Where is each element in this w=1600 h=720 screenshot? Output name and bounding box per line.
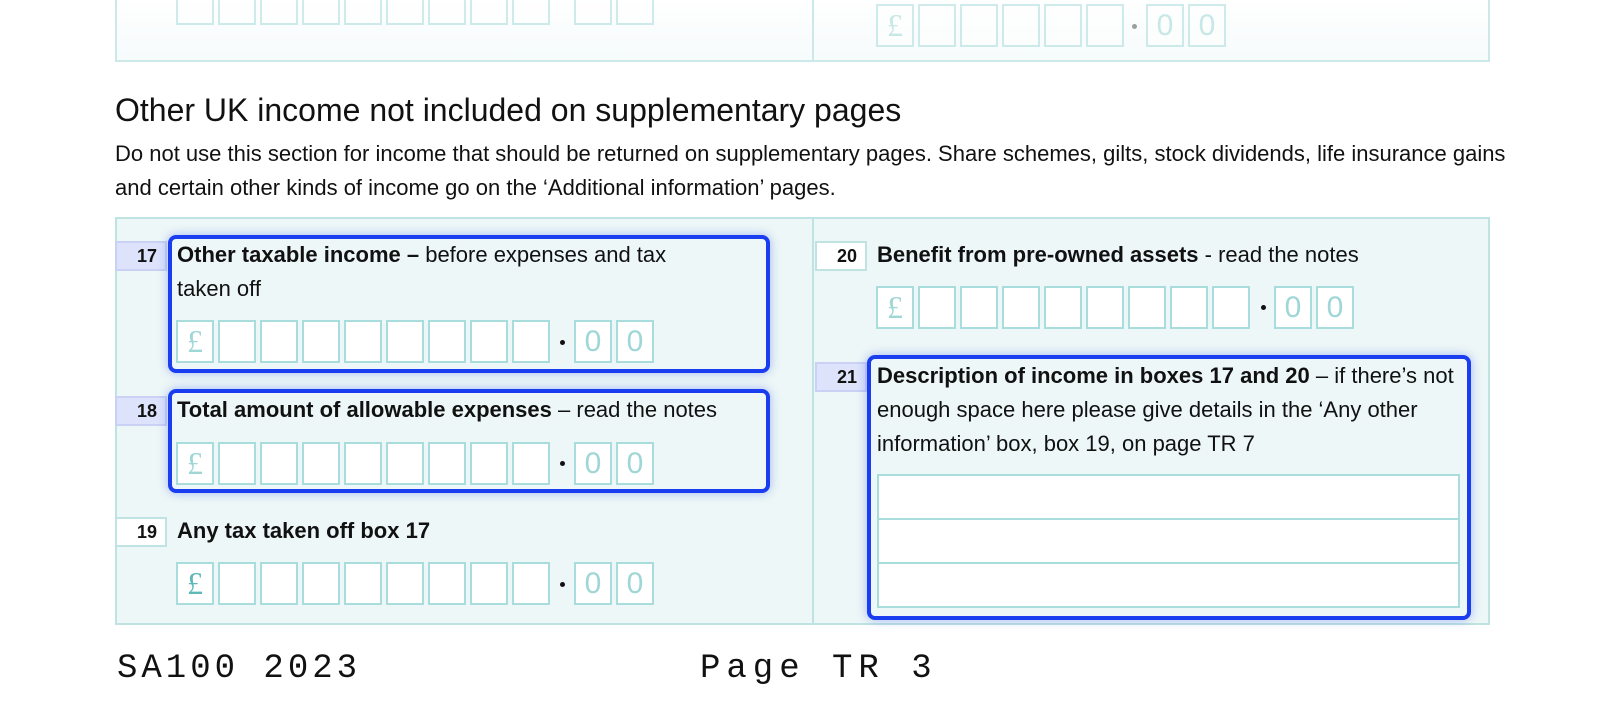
box-number-18: 18 [115, 396, 167, 426]
box-number-21: 21 [815, 362, 867, 392]
prev-right-pence-cell: 0 [1146, 4, 1184, 47]
prev-left-digit-cell[interactable] [386, 0, 424, 25]
prev-left-currency-cell[interactable] [176, 0, 214, 25]
prev-right-currency-cell: £ [876, 4, 914, 47]
box-19-label [177, 514, 430, 548]
prev-left-pence-cell[interactable] [616, 0, 654, 25]
prev-left-digit-cell[interactable] [470, 0, 508, 25]
box-19-digit-cell[interactable] [470, 562, 508, 605]
box-19-digit-cell[interactable] [302, 562, 340, 605]
box-19-digit-cell[interactable] [344, 562, 382, 605]
box-19-digit-cell[interactable] [260, 562, 298, 605]
prev-right-pence-cell: 0 [1188, 4, 1226, 47]
prev-left-digit-cell[interactable] [218, 0, 256, 25]
box-17-label-rest: before expenses and tax taken off [177, 242, 667, 301]
box-17-pence-cell: 0 [616, 320, 654, 363]
prev-right-digit-cell[interactable] [1002, 4, 1040, 47]
box-19-currency-cell: £ [176, 562, 214, 605]
box-18-pence-cell: 0 [574, 442, 612, 485]
prev-left-pence-cell[interactable] [574, 0, 612, 25]
box-18-decimal-point [560, 461, 565, 466]
box-18-digit-cell[interactable] [512, 442, 550, 485]
box-19-decimal-point [560, 582, 565, 587]
prev-right-digit-cell[interactable] [918, 4, 956, 47]
box-21-label [877, 359, 1462, 461]
box-17-label [177, 238, 697, 306]
box-20-label-bold: Benefit from pre-owned assets [877, 242, 1199, 267]
box-17-currency-cell: £ [176, 320, 214, 363]
box-20-decimal-point [1261, 305, 1266, 310]
box-21-description-line-1[interactable] [877, 474, 1460, 520]
prev-left-digit-cell[interactable] [260, 0, 298, 25]
box-number-19: 19 [115, 517, 167, 547]
box-17-digit-cell[interactable] [344, 320, 382, 363]
box-21-label-bold: Description of income in boxes 17 and 20 [877, 363, 1310, 388]
box-17-digit-cell[interactable] [260, 320, 298, 363]
box-17-digit-cell[interactable] [470, 320, 508, 363]
box-18-pence-cell: 0 [616, 442, 654, 485]
box-17-digit-cell[interactable] [218, 320, 256, 363]
box-18-label-rest: – read the notes [551, 397, 718, 422]
box-20-digit-cell[interactable] [1086, 286, 1124, 329]
box-21-description-line-2[interactable] [877, 518, 1460, 564]
box-17-digit-cell[interactable] [386, 320, 424, 363]
box-17-digit-cell[interactable] [512, 320, 550, 363]
form-identifier: SA100 2023 [117, 650, 362, 688]
prev-left-digit-cell[interactable] [302, 0, 340, 25]
box-20-digit-cell[interactable] [1044, 286, 1082, 329]
box-20-label-rest: - read the notes [1198, 242, 1359, 267]
box-18-digit-cell[interactable] [260, 442, 298, 485]
box-20-digit-cell[interactable] [960, 286, 998, 329]
box-18-digit-cell[interactable] [470, 442, 508, 485]
prev-right-digit-cell[interactable] [1044, 4, 1082, 47]
box-17-decimal-point [560, 340, 565, 345]
prev-right-decimal-point [1132, 24, 1137, 29]
box-18-currency-cell: £ [176, 442, 214, 485]
box-20-digit-cell[interactable] [918, 286, 956, 329]
box-20-digit-cell[interactable] [1128, 286, 1166, 329]
box-21-label-rest: – if there’s not enough space here please give details in the ‘Any other information’ box, box 19, on page TR 7 [877, 363, 1454, 456]
box-18-digit-cell[interactable] [218, 442, 256, 485]
box-20-currency-cell: £ [876, 286, 914, 329]
box-19-pence-cell: 0 [616, 562, 654, 605]
box-18-digit-cell[interactable] [302, 442, 340, 485]
prev-left-digit-cell[interactable] [428, 0, 466, 25]
prev-right-digit-cell[interactable] [960, 4, 998, 47]
page-number: Page TR 3 [700, 650, 938, 688]
box-number-17: 17 [115, 241, 167, 271]
box-18-label-bold: Total amount of allowable expenses [177, 397, 552, 422]
section-title: Other UK income not included on supplementary pages [115, 92, 902, 128]
box-number-20: 20 [815, 241, 867, 271]
box-17-digit-cell[interactable] [428, 320, 466, 363]
box-20-digit-cell[interactable] [1212, 286, 1250, 329]
box-20-pence-cell: 0 [1274, 286, 1312, 329]
box-19-pence-cell: 0 [574, 562, 612, 605]
box-19-label-bold: Any tax taken off box 17 [177, 518, 431, 543]
box-18-digit-cell[interactable] [344, 442, 382, 485]
box-18-label [177, 393, 757, 427]
box-17-label-bold: Other taxable income – [177, 242, 420, 267]
box-19-digit-cell[interactable] [512, 562, 550, 605]
box-19-digit-cell[interactable] [218, 562, 256, 605]
box-17-digit-cell[interactable] [302, 320, 340, 363]
box-18-digit-cell[interactable] [428, 442, 466, 485]
box-18-digit-cell[interactable] [386, 442, 424, 485]
box-17-pence-cell: 0 [574, 320, 612, 363]
box-20-digit-cell[interactable] [1002, 286, 1040, 329]
section-description: Do not use this section for income that should be returned on supplementary pages. Share schemes, gilts, stock dividends, life insurance gains and certain other kinds of income go on the ‘Additional information’ pages. [115, 141, 1506, 200]
box-20-digit-cell[interactable] [1170, 286, 1208, 329]
box-19-digit-cell[interactable] [428, 562, 466, 605]
previous-section-divider [812, 0, 814, 60]
column-divider [812, 219, 814, 623]
prev-left-digit-cell[interactable] [344, 0, 382, 25]
box-20-label [877, 238, 1359, 272]
box-21-description-line-3[interactable] [877, 562, 1460, 608]
prev-left-digit-cell[interactable] [512, 0, 550, 25]
prev-right-digit-cell[interactable] [1086, 4, 1124, 47]
box-20-pence-cell: 0 [1316, 286, 1354, 329]
box-19-digit-cell[interactable] [386, 562, 424, 605]
